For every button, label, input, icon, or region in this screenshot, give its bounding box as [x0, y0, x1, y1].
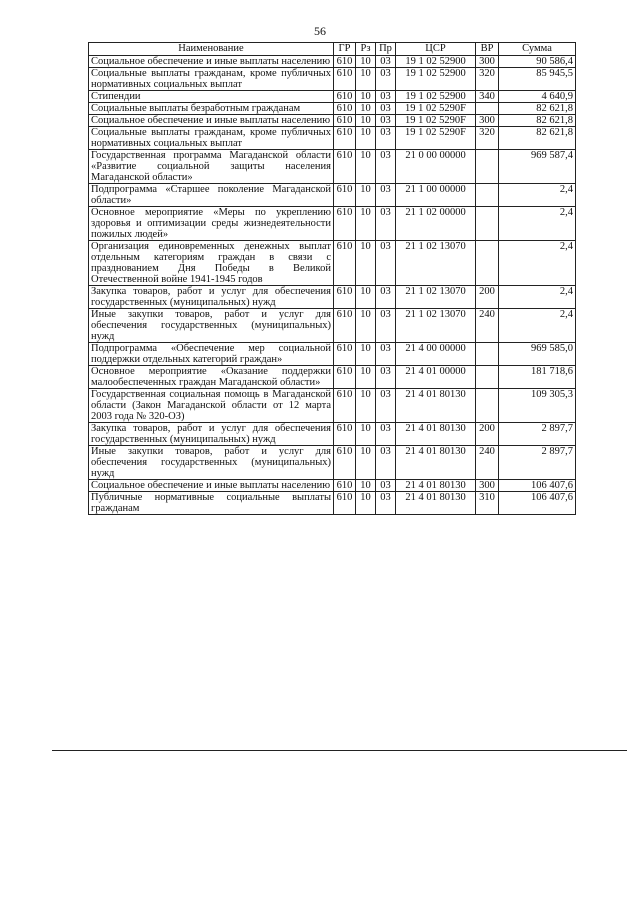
page-number: 56	[314, 24, 326, 38]
row-vr: 300	[476, 115, 499, 127]
row-gr: 610	[334, 241, 356, 286]
row-sum: 181 718,6	[499, 366, 576, 389]
row-csr: 21 4 01 80130	[396, 389, 476, 423]
row-vr	[476, 207, 499, 241]
row-sum: 82 621,8	[499, 127, 576, 150]
row-name: Иные закупки товаров, работ и услуг для обеспечения государственных (муниципальных) нужд	[89, 309, 334, 343]
table-row	[89, 492, 576, 515]
table-row	[89, 241, 576, 286]
row-sum: 90 586,4	[499, 56, 576, 68]
footer-divider	[52, 750, 627, 751]
row-sum: 2,4	[499, 184, 576, 207]
row-vr: 200	[476, 423, 499, 446]
row-sum: 2,4	[499, 207, 576, 241]
row-rz: 10	[356, 286, 376, 309]
row-pr: 03	[376, 150, 396, 184]
row-gr: 610	[334, 480, 356, 492]
table-header-row	[89, 43, 576, 56]
table-row	[89, 446, 576, 480]
row-sum: 2,4	[499, 286, 576, 309]
table-row	[89, 56, 576, 68]
row-vr	[476, 241, 499, 286]
row-sum: 2,4	[499, 309, 576, 343]
row-rz: 10	[356, 68, 376, 91]
row-rz: 10	[356, 366, 376, 389]
row-vr	[476, 103, 499, 115]
row-sum: 2,4	[499, 241, 576, 286]
row-sum: 85 945,5	[499, 68, 576, 91]
row-gr: 610	[334, 309, 356, 343]
row-rz: 10	[356, 207, 376, 241]
row-name: Закупка товаров, работ и услуг для обеспечения государственных (муниципальных) нужд	[89, 423, 334, 446]
row-gr: 610	[334, 366, 356, 389]
row-gr: 610	[334, 103, 356, 115]
row-sum: 106 407,6	[499, 480, 576, 492]
row-sum: 2 897,7	[499, 423, 576, 446]
row-sum: 969 585,0	[499, 343, 576, 366]
row-pr: 03	[376, 115, 396, 127]
row-csr: 21 1 02 13070	[396, 241, 476, 286]
row-gr: 610	[334, 343, 356, 366]
row-rz: 10	[356, 446, 376, 480]
row-csr: 19 1 02 5290F	[396, 115, 476, 127]
row-gr: 610	[334, 56, 356, 68]
row-rz: 10	[356, 492, 376, 515]
row-gr: 610	[334, 492, 356, 515]
row-pr: 03	[376, 184, 396, 207]
row-name: Социальное обеспечение и иные выплаты населению	[89, 56, 334, 68]
row-csr: 21 0 00 00000	[396, 150, 476, 184]
table-row	[89, 309, 576, 343]
row-rz: 10	[356, 423, 376, 446]
row-pr: 03	[376, 91, 396, 103]
row-gr: 610	[334, 115, 356, 127]
row-csr: 21 1 00 00000	[396, 184, 476, 207]
row-sum: 109 305,3	[499, 389, 576, 423]
row-rz: 10	[356, 150, 376, 184]
table-row	[89, 389, 576, 423]
row-gr: 610	[334, 446, 356, 480]
row-vr	[476, 389, 499, 423]
budget-table	[88, 42, 576, 515]
table-row	[89, 480, 576, 492]
header-sum: Сумма	[499, 43, 576, 56]
row-gr: 610	[334, 127, 356, 150]
row-rz: 10	[356, 103, 376, 115]
row-gr: 610	[334, 150, 356, 184]
row-vr	[476, 184, 499, 207]
row-name: Стипендии	[89, 91, 334, 103]
row-rz: 10	[356, 389, 376, 423]
row-pr: 03	[376, 446, 396, 480]
row-vr: 310	[476, 492, 499, 515]
row-vr: 320	[476, 68, 499, 91]
row-csr: 19 1 02 52900	[396, 91, 476, 103]
row-pr: 03	[376, 492, 396, 515]
row-pr: 03	[376, 480, 396, 492]
table-row	[89, 286, 576, 309]
header-vr: ВР	[476, 43, 499, 56]
row-rz: 10	[356, 184, 376, 207]
row-rz: 10	[356, 241, 376, 286]
row-pr: 03	[376, 343, 396, 366]
row-csr: 21 4 01 80130	[396, 423, 476, 446]
row-csr: 19 1 02 52900	[396, 68, 476, 91]
row-name: Организация единовременных денежных выплат отдельным категориям граждан в связи с празднованием Дня Победы в Великой Отечественной войне 1941-1945 годов	[89, 241, 334, 286]
table-row	[89, 343, 576, 366]
row-pr: 03	[376, 366, 396, 389]
row-pr: 03	[376, 68, 396, 91]
row-pr: 03	[376, 103, 396, 115]
row-pr: 03	[376, 423, 396, 446]
row-sum: 82 621,8	[499, 103, 576, 115]
row-name: Социальное обеспечение и иные выплаты населению	[89, 115, 334, 127]
row-gr: 610	[334, 389, 356, 423]
row-name: Закупка товаров, работ и услуг для обеспечения государственных (муниципальных) нужд	[89, 286, 334, 309]
row-gr: 610	[334, 184, 356, 207]
table-row	[89, 91, 576, 103]
header-rz: Рз	[356, 43, 376, 56]
row-vr	[476, 150, 499, 184]
row-gr: 610	[334, 91, 356, 103]
row-sum: 2 897,7	[499, 446, 576, 480]
row-vr: 300	[476, 56, 499, 68]
row-name: Государственная программа Магаданской области «Развитие социальной защиты населения Магаданской области»	[89, 150, 334, 184]
row-pr: 03	[376, 309, 396, 343]
row-sum: 82 621,8	[499, 115, 576, 127]
row-csr: 19 1 02 5290F	[396, 103, 476, 115]
row-csr: 21 1 02 13070	[396, 286, 476, 309]
header-csr: ЦСР	[396, 43, 476, 56]
row-name: Публичные нормативные социальные выплаты гражданам	[89, 492, 334, 515]
row-vr	[476, 343, 499, 366]
row-csr: 21 4 01 80130	[396, 446, 476, 480]
row-vr: 340	[476, 91, 499, 103]
row-rz: 10	[356, 480, 376, 492]
row-sum: 4 640,9	[499, 91, 576, 103]
row-vr: 240	[476, 309, 499, 343]
row-name: Социальные выплаты гражданам, кроме публичных нормативных социальных выплат	[89, 127, 334, 150]
header-gr: ГР	[334, 43, 356, 56]
table-row	[89, 68, 576, 91]
row-sum: 969 587,4	[499, 150, 576, 184]
row-csr: 21 4 01 00000	[396, 366, 476, 389]
table-row	[89, 207, 576, 241]
table-row	[89, 127, 576, 150]
row-vr: 300	[476, 480, 499, 492]
row-pr: 03	[376, 389, 396, 423]
row-rz: 10	[356, 91, 376, 103]
row-vr	[476, 366, 499, 389]
row-csr: 21 1 02 13070	[396, 309, 476, 343]
row-name: Социальное обеспечение и иные выплаты населению	[89, 480, 334, 492]
row-csr: 19 1 02 52900	[396, 56, 476, 68]
row-name: Иные закупки товаров, работ и услуг для обеспечения государственных (муниципальных) нужд	[89, 446, 334, 480]
row-name: Подпрограмма «Обеспечение мер социальной поддержки отдельных категорий граждан»	[89, 343, 334, 366]
row-vr: 200	[476, 286, 499, 309]
row-vr: 320	[476, 127, 499, 150]
row-pr: 03	[376, 127, 396, 150]
row-name: Социальные выплаты гражданам, кроме публичных нормативных социальных выплат	[89, 68, 334, 91]
row-pr: 03	[376, 286, 396, 309]
row-name: Основное мероприятие «Оказание поддержки малообеспеченных граждан Магаданской области»	[89, 366, 334, 389]
row-csr: 19 1 02 5290F	[396, 127, 476, 150]
row-gr: 610	[334, 207, 356, 241]
table-row	[89, 150, 576, 184]
row-csr: 21 1 02 00000	[396, 207, 476, 241]
row-pr: 03	[376, 56, 396, 68]
row-sum: 106 407,6	[499, 492, 576, 515]
table-row	[89, 103, 576, 115]
row-rz: 10	[356, 115, 376, 127]
table-row	[89, 115, 576, 127]
header-name: Наименование	[89, 43, 334, 56]
header-pr: Пр	[376, 43, 396, 56]
row-pr: 03	[376, 207, 396, 241]
row-gr: 610	[334, 286, 356, 309]
row-csr: 21 4 01 80130	[396, 480, 476, 492]
row-name: Подпрограмма «Старшее поколение Магаданской области»	[89, 184, 334, 207]
table-row	[89, 184, 576, 207]
table-row	[89, 366, 576, 389]
row-rz: 10	[356, 309, 376, 343]
row-gr: 610	[334, 423, 356, 446]
row-rz: 10	[356, 56, 376, 68]
row-csr: 21 4 01 80130	[396, 492, 476, 515]
row-name: Основное мероприятие «Меры по укреплению здоровья и оптимизации среды жизнедеятельности пожилых людей»	[89, 207, 334, 241]
row-vr: 240	[476, 446, 499, 480]
row-rz: 10	[356, 127, 376, 150]
table-row	[89, 423, 576, 446]
row-rz: 10	[356, 343, 376, 366]
row-pr: 03	[376, 241, 396, 286]
row-gr: 610	[334, 68, 356, 91]
row-csr: 21 4 00 00000	[396, 343, 476, 366]
row-name: Социальные выплаты безработным гражданам	[89, 103, 334, 115]
row-name: Государственная социальная помощь в Магаданской области (Закон Магаданской области от 12 марта 2003 года № 320-ОЗ)	[89, 389, 334, 423]
